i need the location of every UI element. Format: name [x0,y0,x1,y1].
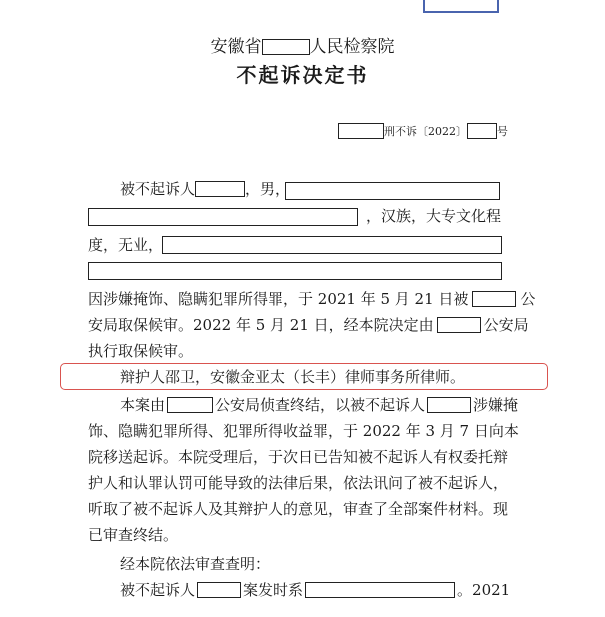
procuratorate-title [0,37,605,57]
paragraph-line [120,180,290,198]
redacted-box [197,582,241,598]
paragraph-line [120,581,510,599]
defender-line: 辩护人邵卫，安徽金亚太（长丰）律师事务所律师。 [120,368,466,386]
redacted-box [437,317,481,333]
redacted-box [162,236,502,254]
text: 因涉嫌掩饰、隐瞒犯罪所得罪，于 2021 年 5 月 21 日被 [88,290,469,308]
text: ，男， [245,180,291,198]
text: 被不起诉人 [120,180,196,198]
text: 涉嫌掩 [473,396,519,414]
paragraph-line: 护人和认罪认罚可能导致的法律后果，依法讯问了被不起诉人， [88,474,509,492]
redacted-box [285,182,500,200]
redacted-box [467,123,497,139]
paragraph-line: 听取了被不起诉人及其辩护人的意见，审查了全部案件材料。现 [88,500,509,518]
paragraph-line: 院移送起诉。本院受理后，于次日已告知被不起诉人有权委托辩 [88,448,509,466]
paragraph-line [88,316,529,334]
redacted-box [88,262,502,280]
text: 被不起诉人 [120,581,196,599]
stamp-fragment [423,0,499,13]
text: 。2021 [457,581,511,599]
paragraph-line: ，汉族，大专文化程 [366,207,502,225]
text: 本案由 [120,396,166,414]
document-title: 不起诉决定书 [236,63,369,87]
redacted-box [472,291,516,307]
redacted-box [305,582,455,598]
redacted-box [262,39,310,55]
doc-no-text: 刑不诉〔2022〕 [384,125,467,138]
doc-no-end: 号 [497,125,508,138]
paragraph-line: 已审查终结。 [88,526,179,544]
paragraph-line: 度，无业， [88,236,164,254]
document-number [338,123,508,140]
text: 案发时系 [243,581,304,599]
redacted-box [427,397,471,413]
redacted-box [88,208,358,226]
text: 公 [520,290,536,308]
text: 公安局侦查终结，以被不起诉人 [215,396,426,414]
redacted-box [167,397,213,413]
redacted-box [338,123,384,139]
paragraph-line: 经本院依法审查查明： [120,555,271,573]
redacted-box [195,181,245,197]
paragraph-line: 执行取保候审。 [88,342,194,360]
paragraph-line: 饰、隐瞒犯罪所得、犯罪所得收益罪，于 2022 年 3 月 7 日向本 [88,422,519,440]
text: 安局取保候审。2022 年 5 月 21 日，经本院决定由 [88,316,434,334]
title-suffix: 人民检察院 [309,37,395,57]
paragraph-line [120,396,518,414]
title-prefix: 安徽省 [210,37,262,57]
text: 公安局 [483,316,529,334]
paragraph-line [88,290,535,308]
